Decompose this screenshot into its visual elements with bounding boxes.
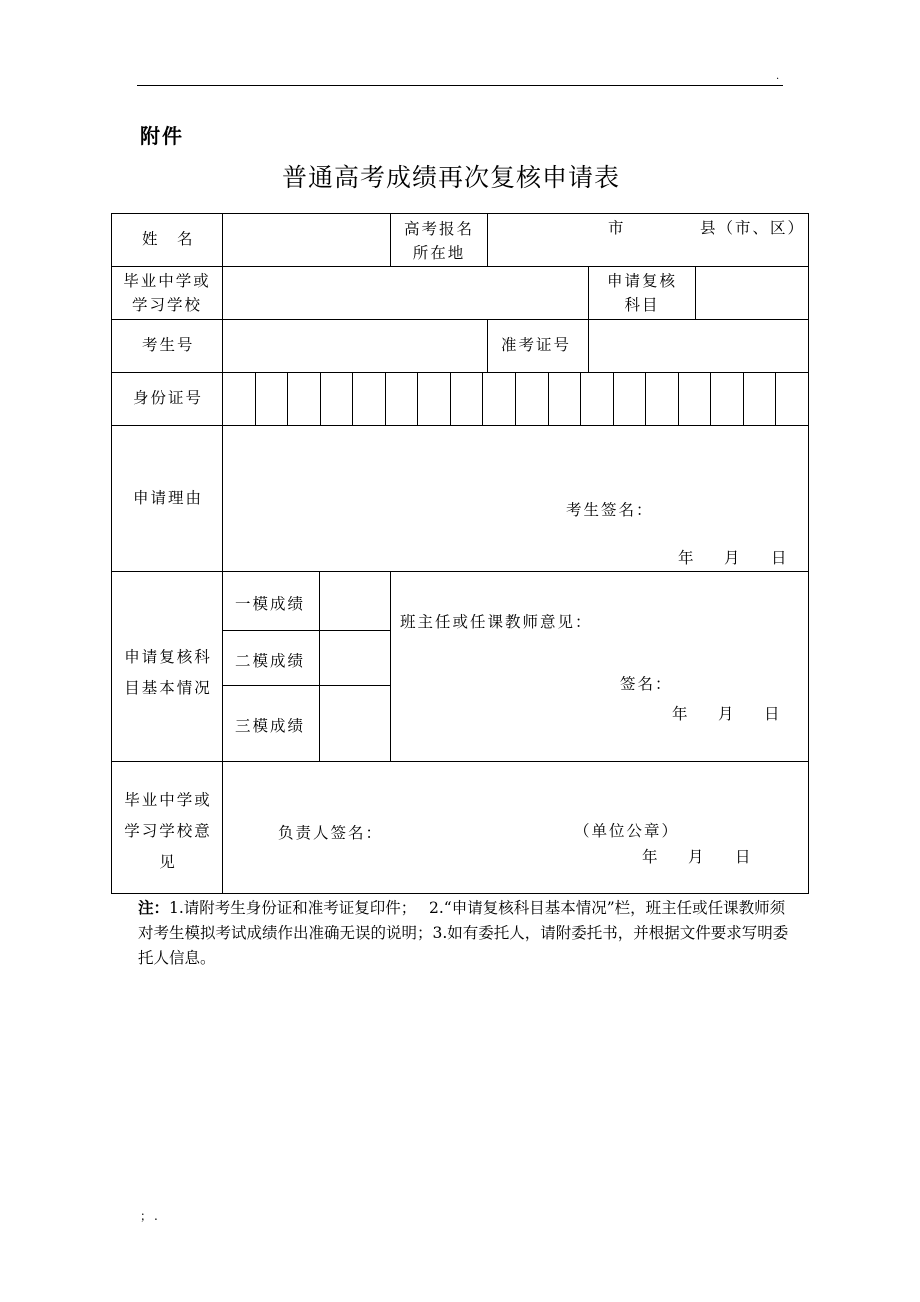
responsible-signature: 负责人签名： bbox=[278, 824, 384, 842]
reason-date-month: 月 bbox=[724, 549, 742, 567]
attachment-label: 附件 bbox=[140, 124, 184, 148]
form-col-line bbox=[390, 213, 391, 266]
mock-row-line bbox=[222, 685, 390, 686]
name-label: 姓 名 bbox=[142, 230, 195, 248]
id-digit-cell[interactable] bbox=[320, 373, 353, 425]
mock-row-line bbox=[222, 630, 390, 631]
teacher-signature: 签名： bbox=[620, 675, 673, 693]
form-row-line bbox=[111, 319, 809, 320]
teacher-date-month: 月 bbox=[718, 705, 736, 723]
reg-place-county: 县（市、区） bbox=[700, 219, 806, 237]
mock1-label: 一模成绩 bbox=[235, 595, 306, 613]
reg-place-label: 高考报名所在地 bbox=[403, 220, 474, 262]
exam-number-field[interactable] bbox=[224, 321, 485, 371]
form-col-line bbox=[588, 266, 589, 319]
reason-label: 申请理由 bbox=[133, 489, 204, 507]
id-digit-cell[interactable] bbox=[385, 373, 418, 425]
mock2-score-field[interactable] bbox=[321, 632, 389, 684]
id-digit-cell[interactable] bbox=[678, 373, 711, 425]
form-col-line bbox=[588, 319, 589, 372]
header-rule bbox=[137, 85, 783, 86]
id-digit-cell[interactable] bbox=[743, 373, 776, 425]
form-border-top bbox=[111, 213, 809, 214]
form-col-line bbox=[487, 319, 488, 372]
name-field[interactable] bbox=[224, 215, 389, 265]
form-border-right bbox=[808, 213, 809, 894]
mock2-label: 二模成绩 bbox=[235, 652, 306, 670]
footer-mark: ；. bbox=[140, 1209, 160, 1223]
basic-info-label: 申请复核科目基本情况 bbox=[124, 648, 212, 697]
reason-field[interactable] bbox=[224, 427, 807, 497]
form-row-line bbox=[111, 761, 809, 762]
notes bbox=[138, 896, 798, 971]
id-digit-cell[interactable] bbox=[613, 373, 646, 425]
teacher-opinion-label: 班主任或任课教师意见： bbox=[400, 613, 593, 631]
header-mark: . bbox=[776, 71, 782, 82]
form-border-left bbox=[111, 213, 112, 894]
id-digit-cell[interactable] bbox=[775, 373, 808, 425]
teacher-date-year: 年 bbox=[672, 705, 690, 723]
reason-date-day: 日 bbox=[771, 549, 789, 567]
form-col-line bbox=[695, 266, 696, 319]
school-field[interactable] bbox=[224, 268, 586, 318]
id-digit-cell[interactable] bbox=[548, 373, 581, 425]
form-border-bottom bbox=[111, 893, 809, 894]
form-row-line bbox=[111, 571, 809, 572]
id-digit-cell[interactable] bbox=[417, 373, 450, 425]
teacher-date-day: 日 bbox=[764, 705, 782, 723]
form-row-line bbox=[111, 266, 809, 267]
notes-prefix: 注： bbox=[138, 899, 170, 917]
admission-number-label: 准考证号 bbox=[501, 336, 572, 354]
id-number-label: 身份证号 bbox=[133, 389, 204, 407]
form-col-line bbox=[390, 571, 391, 761]
school-opinion-label: 毕业中学或学习学校意见 bbox=[124, 791, 212, 871]
id-digit-cell[interactable] bbox=[482, 373, 515, 425]
id-digit-cell[interactable] bbox=[450, 373, 483, 425]
id-digit-cell[interactable] bbox=[222, 373, 255, 425]
school-label: 毕业中学或学习学校 bbox=[123, 272, 211, 314]
form-col-line bbox=[319, 571, 320, 761]
subject-field[interactable] bbox=[697, 268, 807, 318]
admission-number-field[interactable] bbox=[590, 321, 807, 371]
mock3-score-field[interactable] bbox=[321, 687, 389, 760]
mock3-label: 三模成绩 bbox=[235, 717, 306, 735]
id-digit-cell[interactable] bbox=[515, 373, 548, 425]
subject-label: 申请复核科目 bbox=[606, 272, 677, 314]
form-row-line bbox=[111, 425, 809, 426]
id-digit-cell[interactable] bbox=[580, 373, 613, 425]
reason-date-year: 年 bbox=[678, 549, 696, 567]
notes-text: 1.请附考生身份证和准考证复印件； 2.“申请复核科目基本情况”栏，班主任或任课教师须对考生模拟考试成绩作出准确无误的说明；3.如有委托人，请附委托书，并根据文件要求写明委托人信息。 bbox=[138, 899, 789, 967]
form-col-line bbox=[487, 213, 488, 266]
exam-number-label: 考生号 bbox=[142, 336, 195, 354]
page-title: 普通高考成绩再次复核申请表 bbox=[282, 163, 621, 192]
mock1-score-field[interactable] bbox=[321, 573, 389, 629]
school-date-year: 年 bbox=[642, 848, 660, 866]
id-digit-cell[interactable] bbox=[287, 373, 320, 425]
form-col-line bbox=[222, 213, 223, 894]
school-date-month: 月 bbox=[688, 848, 706, 866]
id-digit-cell[interactable] bbox=[710, 373, 743, 425]
reg-place-city: 市 bbox=[608, 219, 626, 237]
id-digit-cell[interactable] bbox=[645, 373, 678, 425]
id-digit-cell[interactable] bbox=[255, 373, 288, 425]
candidate-signature: 考生签名： bbox=[566, 501, 654, 519]
school-date-day: 日 bbox=[735, 848, 753, 866]
id-digit-cell[interactable] bbox=[352, 373, 385, 425]
unit-seal: （单位公章） bbox=[574, 822, 680, 840]
